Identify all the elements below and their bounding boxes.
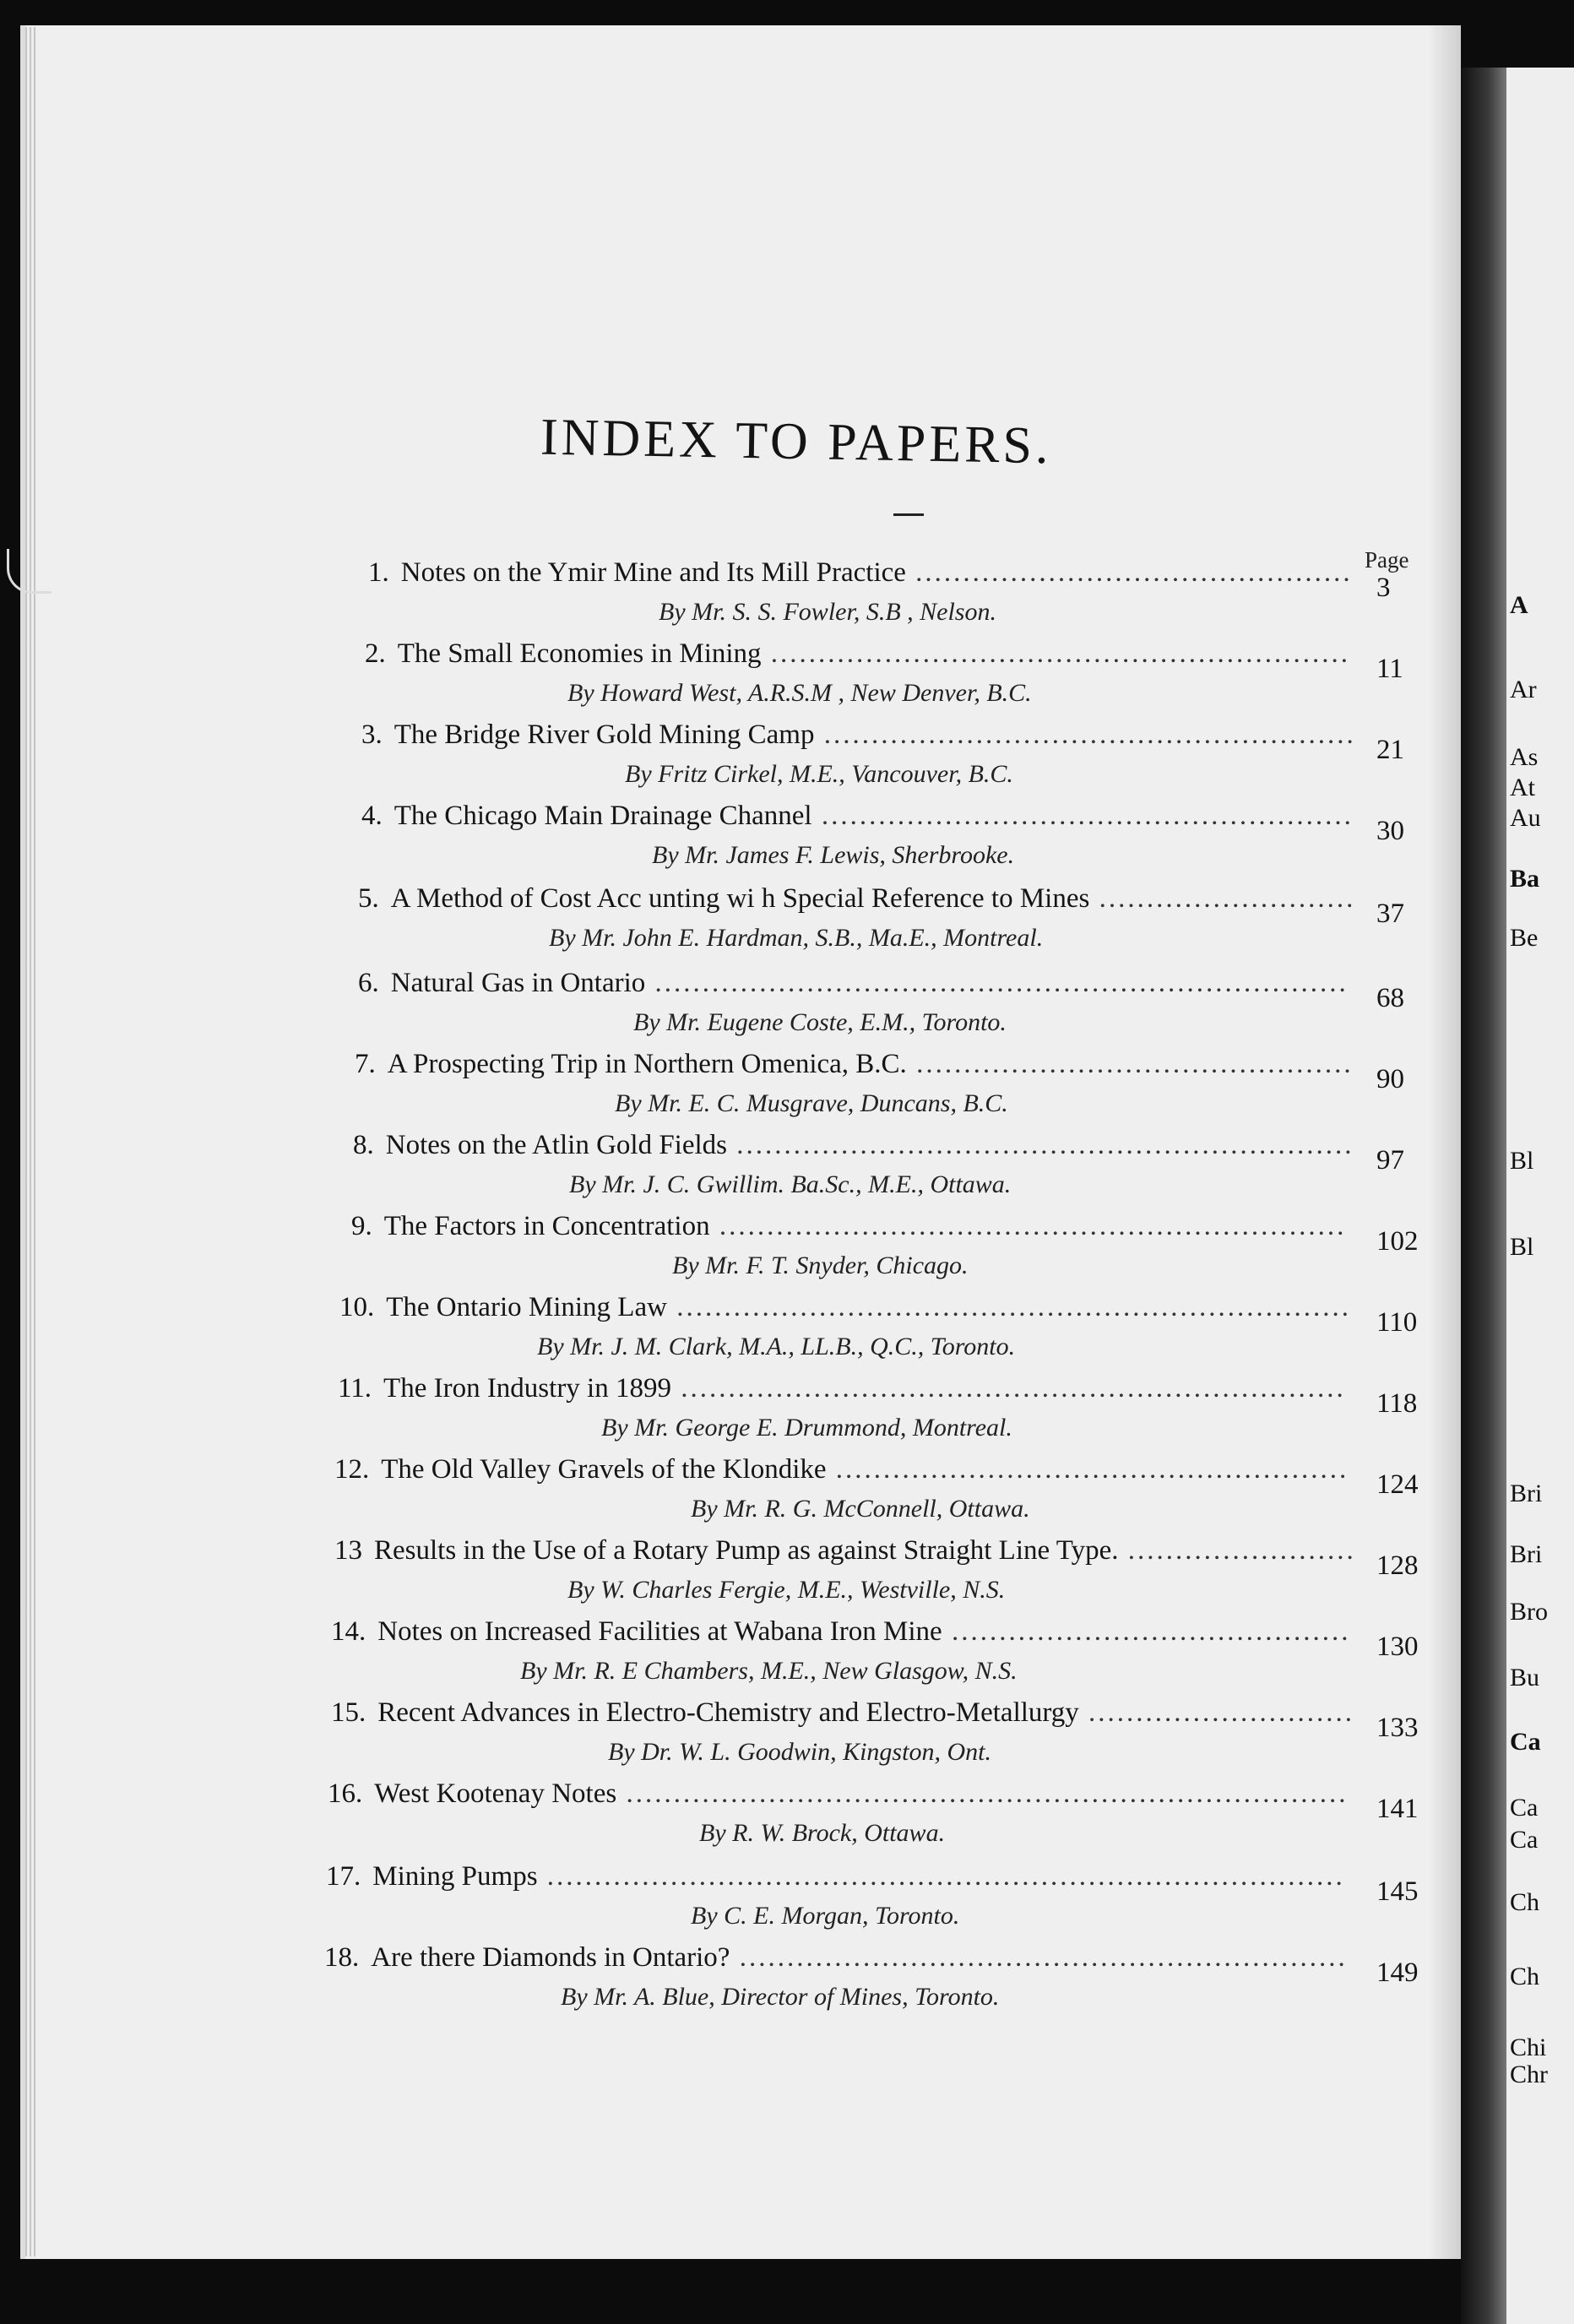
entry-page-number: 141 [1376,1794,1419,1824]
entry-title: The Iron Industry in 1899 [383,1373,671,1404]
entry-page-number: 130 [1376,1632,1419,1662]
entry-title: The Bridge River Gold Mining Camp [394,719,815,750]
entry-number: 3. [361,719,383,750]
entry-number: 12. [334,1454,370,1485]
entry-title: A Method of Cost Acc unting wi h Special Reference to Mines [390,883,1090,914]
entry-title: West Kootenay Notes [374,1778,617,1809]
dot-leader: ................................................................ [730,1942,1348,1973]
facing-page-fragment: Bri [1510,1480,1543,1507]
entry-title: The Chicago Main Drainage Channel [394,801,812,831]
facing-page-fragment: Bl [1510,1147,1534,1175]
facing-page-fragment: Ca [1510,1728,1541,1756]
entry-number: 11. [338,1373,372,1404]
entry-author: By Mr. John E. Hardman, S.B., Ma.E., Montreal. [549,924,1044,952]
dot-leader: ......................................................................... [645,968,1349,998]
entry-number: 1. [368,557,389,588]
entry-title-line [326,1861,1345,1892]
entry-title-line [351,1211,1346,1242]
entry-page-number: 145 [1376,1876,1419,1907]
facing-page-fragment: Bu [1510,1664,1540,1691]
entry-author: By Mr. J. C. Gwillim. Ba.Sc., M.E., Ottawa. [569,1170,1012,1198]
entry-author: By Mr. A. Blue, Director of Mines, Toronto. [561,1983,1000,2011]
entry-author: By Mr. James F. Lewis, Sherbrooke. [652,841,1015,869]
entry-title-line [338,1373,1346,1404]
entry-title: The Small Economies in Mining [397,638,762,669]
dot-leader: ............................................................. [761,638,1351,669]
dot-leader: .................................................................. [709,1211,1347,1241]
dot-leader: .................................................................................... [537,1861,1345,1892]
entry-title-line [331,1616,1350,1648]
entry-page-number: 133 [1376,1713,1419,1743]
entry-page-number: 118 [1376,1388,1418,1419]
dot-leader: ...................................................... [826,1454,1349,1485]
facing-page-fragment: Ca [1510,1794,1539,1822]
dot-leader: .............................................. [905,557,1353,588]
entry-title: Notes on Increased Facilities at Wabana Iron Mine [377,1616,942,1647]
entry-number: 13 [334,1535,362,1566]
entry-page-number: 30 [1376,816,1404,846]
facing-page-fragment: Be [1510,924,1539,952]
facing-page-fragment: Bri [1510,1540,1543,1568]
entry-title: Notes on the Atlin Gold Fields [385,1130,727,1160]
facing-page-fragment: Bl [1510,1233,1534,1261]
entry-title: Recent Advances in Electro-Chemistry and Electro-Metallurgy [377,1697,1079,1728]
facing-page-fragment: Ca [1510,1826,1539,1854]
entry-page-number: 102 [1376,1226,1419,1257]
facing-page-fragment: Au [1510,804,1541,832]
facing-page-fragment: Chr [1510,2061,1548,2088]
entry-number: 4. [361,801,383,831]
entry-title-line [334,1454,1349,1485]
facing-page-fragment: Ar [1510,676,1537,703]
entry-author: By Fritz Cirkel, M.E., Vancouver, B.C. [625,760,1013,788]
entry-author: By Mr. F. T. Snyder, Chicago. [672,1252,969,1279]
entry-title: Results in the Use of a Rotary Pump as against Straight Line Type. [374,1535,1119,1566]
entry-number: 10. [339,1292,375,1322]
entry-page-number: 11 [1376,654,1403,684]
dot-leader: ........................ [1118,1535,1356,1566]
entry-author: By Mr. R. G. McConnell, Ottawa. [691,1495,1030,1523]
entry-author: By Mr. Eugene Coste, E.M., Toronto. [633,1008,1007,1036]
entry-title: The Factors in Concentration [383,1211,710,1241]
entry-author: By Mr. E. C. Musgrave, Duncans, B.C. [615,1089,1008,1117]
entry-title-line [331,1697,1354,1729]
facing-page-fragment: Ch [1510,1963,1540,1990]
entry-author: By Mr. R. E Chambers, M.E., New Glasgow, N.S. [520,1657,1018,1685]
dot-leader: ........................... [1089,883,1356,914]
entry-author: By C. E. Morgan, Toronto. [691,1902,960,1930]
entry-title-line [328,1778,1348,1810]
entry-author: By Mr. George E. Drummond, Montreal. [601,1414,1012,1442]
entry-author: By W. Charles Fergie, M.E., Westville, N.S. [567,1576,1006,1604]
entry-title-line [353,1130,1354,1161]
entry-title: Are there Diamonds in Ontario? [371,1942,730,1973]
entry-page-number: 90 [1376,1064,1404,1094]
entry-title-line [365,638,1350,670]
dot-leader: ....................................................................... [666,1292,1351,1322]
dot-leader: ............................................................................ [616,1778,1349,1809]
facing-page-fragment: Chi [1510,2033,1547,2061]
entry-number: 2. [365,638,386,669]
facing-page-fragment: A [1510,591,1528,619]
entry-number: 5. [358,883,379,914]
entry-page-number: 21 [1376,735,1404,765]
facing-page-fragment: At [1510,774,1535,801]
facing-page-fragment: Bro [1510,1598,1548,1626]
page-column-label: Page [1365,547,1409,573]
entry-title-line [324,1942,1348,1974]
entry-page-number: 97 [1376,1145,1404,1176]
dot-leader: ............................ [1078,1697,1355,1728]
entry-author: By Mr. S. S. Fowler, S.B , Nelson. [659,598,996,626]
entry-title-line [361,719,1356,751]
entry-number: 14. [331,1616,366,1647]
entry-number: 16. [328,1778,363,1809]
entry-title-line [368,557,1353,589]
entry-number: 6. [358,968,379,998]
dot-leader: .............................................. [906,1049,1354,1079]
entry-title-line [339,1292,1351,1323]
entry-author: By Mr. J. M. Clark, M.A., LL.B., Q.C., Toronto. [537,1333,1016,1360]
entry-page-number: 3 [1376,573,1391,603]
entry-number: 8. [353,1130,374,1160]
entry-title-line [334,1535,1356,1567]
entry-number: 18. [324,1942,360,1973]
facing-page-fragment: Ch [1510,1888,1540,1916]
page-title: INDEX TO PAPERS. [540,408,1053,475]
entry-number: 7. [355,1049,376,1079]
entry-title: Notes on the Ymir Mine and Its Mill Practice [400,557,906,588]
dot-leader: .......................................... [942,1616,1351,1647]
entry-title: Natural Gas in Ontario [390,968,646,998]
entry-page-number: 149 [1376,1957,1419,1988]
entry-author: By Dr. W. L. Goodwin, Kingston, Ont. [608,1738,991,1766]
entry-title: A Prospecting Trip in Northern Omenica, B.C. [387,1049,907,1079]
entry-title-line [355,1049,1354,1080]
facing-page-fragment: Ba [1510,865,1540,893]
entry-page-number: 128 [1376,1550,1419,1581]
entry-title-line [358,968,1349,999]
entry-title-line [358,883,1355,915]
entry-page-number: 68 [1376,983,1404,1013]
entry-title: The Ontario Mining Law [386,1292,667,1322]
entry-page-number: 124 [1376,1469,1419,1500]
entry-page-number: 37 [1376,899,1404,929]
dot-leader: ........................................................ [811,801,1354,831]
dot-leader: ................................................................. [727,1130,1354,1160]
entry-author: By R. W. Brock, Ottawa. [699,1819,946,1847]
entry-title: Mining Pumps [372,1861,538,1892]
dot-leader: ........................................................ [814,719,1356,750]
entry-title-line [361,801,1354,832]
entry-number: 17. [326,1861,361,1892]
entry-number: 15. [331,1697,366,1728]
facing-page-fragment: As [1510,743,1539,771]
entry-author: By Howard West, A.R.S.M , New Denver, B.C. [567,679,1032,707]
entry-number: 9. [351,1211,372,1241]
entry-title: The Old Valley Gravels of the Klondike [381,1454,827,1485]
dot-leader: ...................................................................... [670,1373,1346,1404]
entry-page-number: 110 [1376,1307,1418,1338]
